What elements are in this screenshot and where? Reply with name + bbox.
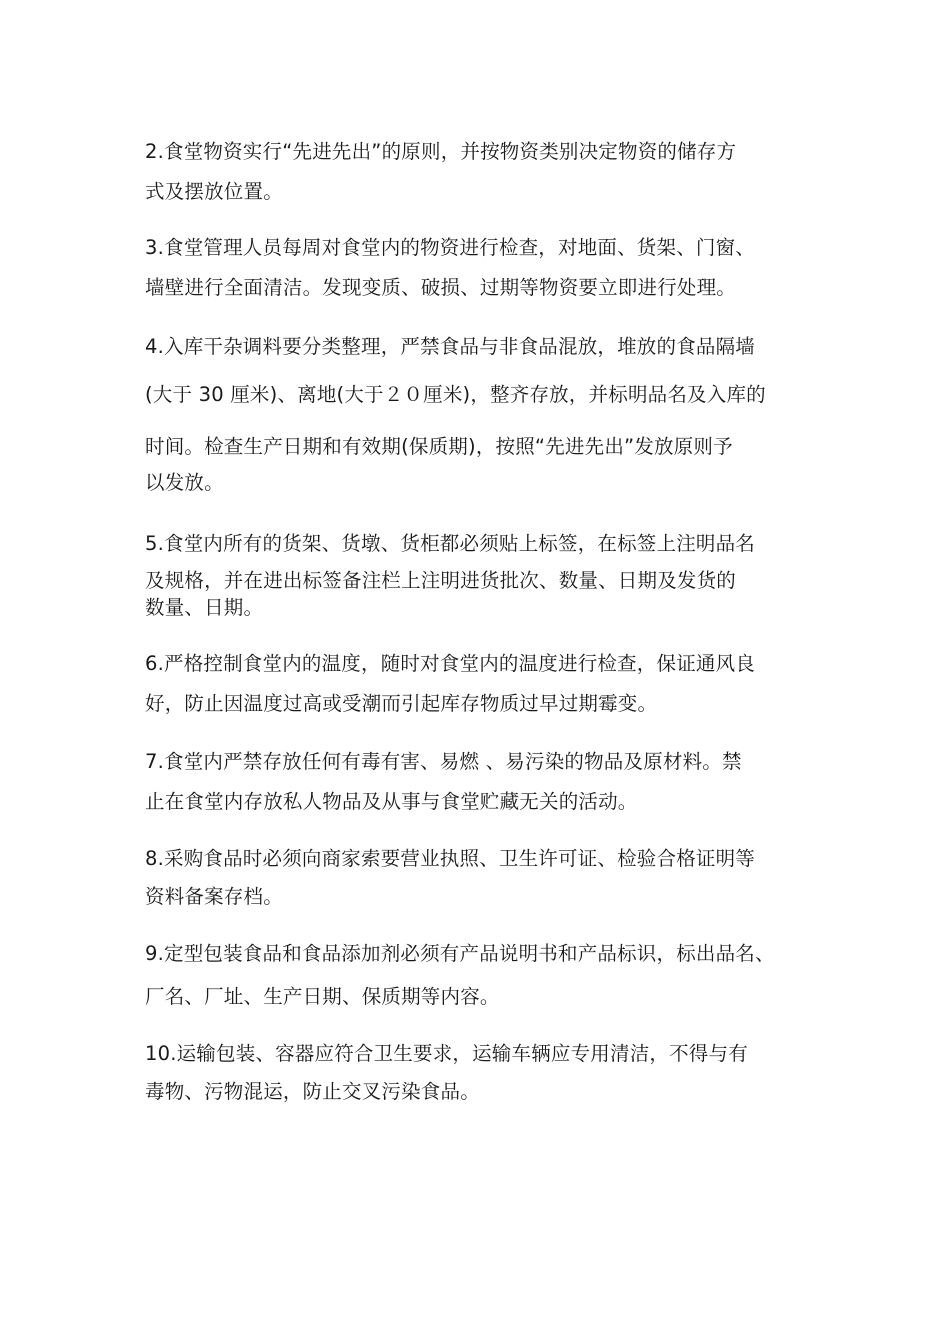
paragraph-line: 10.运输包装、容器应符合卫生要求，运输车辆应专用清洁，不得与有 [145,1042,748,1065]
paragraph-line: 资料备案存档。 [145,885,283,908]
paragraph-line: 数量、日期。 [145,596,264,619]
paragraph-line: 止在食堂内存放私人物品及从事与食堂贮藏无关的活动。 [145,790,638,813]
paragraph-line: 3.食堂管理人员每周对食堂内的物资进行检查，对地面、货架、门窗、 [145,236,756,259]
paragraph-line: 7.食堂内严禁存放任何有毒有害、易燃 、易污染的物品及原材料。禁 [145,750,742,773]
paragraph-line: 式及摆放位置。 [145,180,283,203]
paragraph-line: 毒物、污物混运，防止交叉污染食品。 [145,1080,480,1103]
paragraph-line: 6.严格控制食堂内的温度，随时对食堂内的温度进行检查，保证通风良 [145,652,756,675]
paragraph-line: 及规格，并在进出标签备注栏上注明进货批次、数量、日期及发货的 [145,569,737,592]
paragraph-line: (大于 30 厘米)、离地(大于２０厘米)，整齐存放，并标明品名及入库的 [145,383,766,406]
paragraph-line: 好，防止因温度过高或受潮而引起库存物质过早过期霉变。 [145,692,658,715]
paragraph-line: 时间。检查生产日期和有效期(保质期)，按照“先进先出”发放原则予 [145,435,733,458]
paragraph-line: 2.食堂物资实行“先进先出”的原则，并按物资类别决定物资的储存方 [145,140,737,163]
paragraph-line: 厂名、厂址、生产日期、保质期等内容。 [145,985,500,1008]
paragraph-line: 墙壁进行全面清洁。发现变质、破损、过期等物资要立即进行处理。 [145,276,737,299]
paragraph-line: 9.定型包装食品和食品添加剂必须有产品说明书和产品标识，标出品名、 [145,942,775,965]
paragraph-line: 8.采购食品时必须向商家索要营业执照、卫生许可证、检验合格证明等 [145,847,756,870]
paragraph-line: 4.入库干杂调料要分类整理，严禁食品与非食品混放，堆放的食品隔墙 [145,335,756,358]
paragraph-line: 5.食堂内所有的货架、货墩、货柜都必须贴上标签，在标签上注明品名 [145,532,756,555]
paragraph-line: 以发放。 [145,471,224,494]
